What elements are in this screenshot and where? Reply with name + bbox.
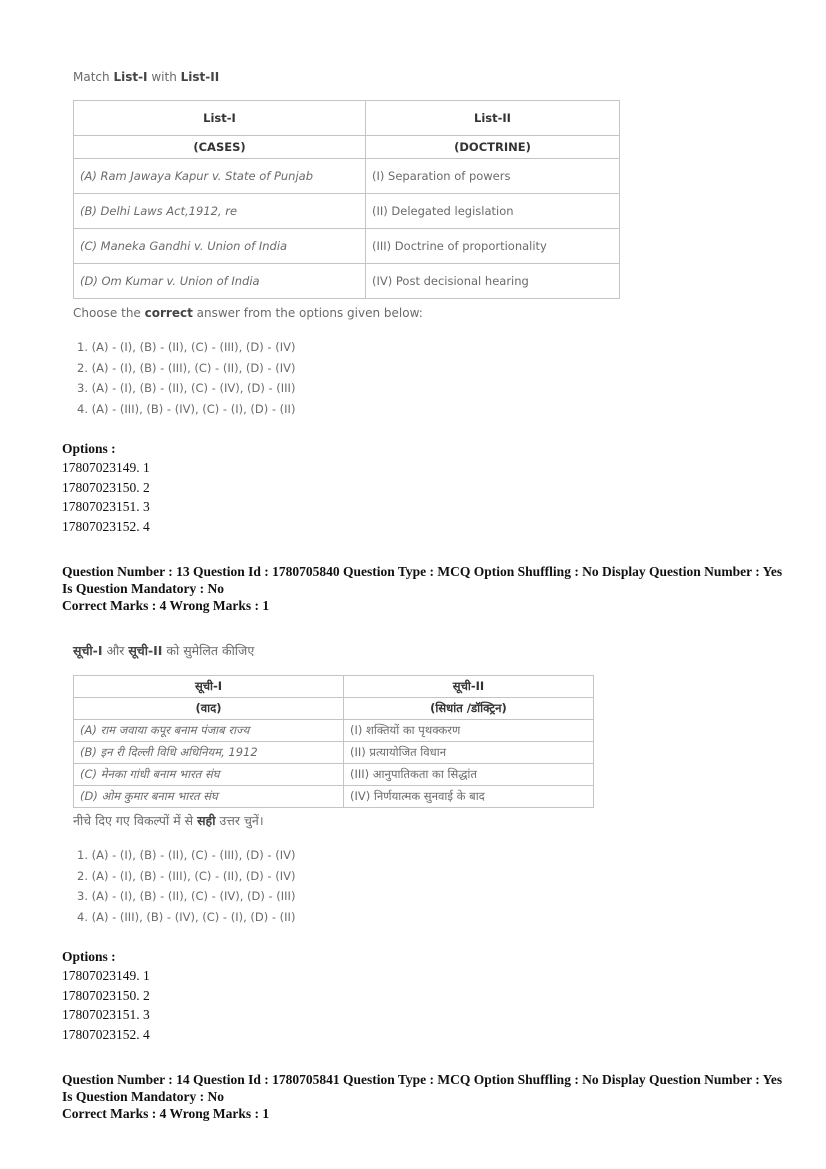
q12-col2-head: List-II — [366, 101, 620, 136]
q13-meta-line3: Correct Marks : 4 Wrong Marks : 1 — [62, 598, 270, 613]
table-row — [74, 264, 620, 299]
q13-case-a: (A) राम जवाया कपूर बनाम पंजाब राज्य — [74, 720, 344, 742]
q13-doctrine-i: (I) शक्तियों का पृथक्करण — [344, 720, 594, 742]
q13-match-table — [73, 675, 594, 808]
q12-doctrine-iv: (IV) Post decisional hearing — [366, 264, 620, 299]
q13-meta-line1: Question Number : 13 Question Id : 1780705840 Question Type : MCQ Option Shuffling : No Display Question Number : Yes — [62, 564, 783, 579]
q13-col2-head: सूची-II — [344, 676, 594, 698]
option-item: 17807023151. 3 — [62, 499, 150, 514]
q12-case-b: (B) Delhi Laws Act,1912, re — [74, 194, 366, 229]
answer-option: 4. (A) - (III), (B) - (IV), (C) - (I), (D) - (II) — [77, 909, 296, 924]
q13-col1-subhead: (वाद) — [74, 698, 344, 720]
answer-option: 4. (A) - (III), (B) - (IV), (C) - (I), (D) - (II) — [77, 401, 296, 416]
q13-col1-head: सूची-I — [74, 676, 344, 698]
q12-match-table — [73, 100, 620, 299]
table-row — [74, 229, 620, 264]
table-row — [74, 159, 620, 194]
q14-meta-line3: Correct Marks : 4 Wrong Marks : 1 — [62, 1106, 270, 1121]
q12-col1-head: List-I — [74, 101, 366, 136]
table-row — [74, 764, 594, 786]
q13-case-b: (B) इन री दिल्ली विधि अधिनियम, 1912 — [74, 742, 344, 764]
option-item: 17807023149. 1 — [62, 460, 150, 475]
option-item: 17807023150. 2 — [62, 479, 150, 495]
q12-case-a: (A) Ram Jawaya Kapur v. State of Punjab — [74, 159, 366, 194]
option-item: 17807023152. 4 — [62, 1026, 150, 1042]
q12-choose-text: Choose the correct answer from the options given below: — [73, 306, 423, 320]
q13-choose-text: नीचे दिए गए विकल्पों में से सही उत्तर चुनें। — [73, 813, 264, 828]
q12-col1-subhead: (CASES) — [74, 136, 366, 159]
q13-answer-list — [77, 845, 295, 927]
option-item: 17807023149. 1 — [62, 968, 150, 983]
option-item: 17807023150. 2 — [62, 987, 150, 1003]
q14-metadata — [62, 1071, 782, 1122]
q13-options-label: Options : — [62, 949, 116, 964]
table-row — [74, 742, 594, 764]
answer-option: 1. (A) - (I), (B) - (II), (C) - (III), (D) - (IV) — [77, 848, 296, 862]
q13-doctrine-iii: (III) आनुपातिकता का सिद्धांत — [344, 764, 594, 786]
q13-options-list — [62, 966, 150, 1044]
q12-case-d: (D) Om Kumar v. Union of India — [74, 264, 366, 299]
q13-case-d: (D) ओम कुमार बनाम भारत संघ — [74, 786, 344, 808]
q14-meta-line2: Is Question Mandatory : No — [62, 1089, 225, 1104]
option-item: 17807023152. 4 — [62, 518, 150, 534]
table-row — [74, 720, 594, 742]
answer-option: 2. (A) - (I), (B) - (III), (C) - (II), (D) - (IV) — [77, 360, 296, 375]
answer-option: 2. (A) - (I), (B) - (III), (C) - (II), (D) - (IV) — [77, 868, 296, 883]
answer-option: 1. (A) - (I), (B) - (II), (C) - (III), (D) - (IV) — [77, 340, 296, 354]
answer-option: 3. (A) - (I), (B) - (II), (C) - (IV), (D) - (III) — [77, 381, 296, 395]
q13-case-c: (C) मेनका गांधी बनाम भारत संघ — [74, 764, 344, 786]
answer-option: 3. (A) - (I), (B) - (II), (C) - (IV), (D) - (III) — [77, 889, 296, 903]
q14-meta-line1: Question Number : 14 Question Id : 1780705841 Question Type : MCQ Option Shuffling : No Display Question Number : Yes — [62, 1072, 783, 1087]
q13-doctrine-iv: (IV) निर्णयात्मक सुनवाई के बाद — [344, 786, 594, 808]
q12-doctrine-iii: (III) Doctrine of proportionality — [366, 229, 620, 264]
q13-instruction: सूची-I और सूची-II को सुमेलित कीजिए — [73, 643, 255, 658]
q13-meta-line2: Is Question Mandatory : No — [62, 581, 225, 596]
q13-doctrine-ii: (II) प्रत्यायोजित विधान — [344, 742, 594, 764]
q13-col2-subhead: (सिधांत /डॉक्ट्रिन) — [344, 698, 594, 720]
q12-options-label: Options : — [62, 441, 116, 456]
table-row — [74, 786, 594, 808]
q12-instruction: Match List-I with List-II — [73, 70, 220, 84]
q12-doctrine-i: (I) Separation of powers — [366, 159, 620, 194]
q12-doctrine-ii: (II) Delegated legislation — [366, 194, 620, 229]
q12-options-list — [62, 458, 150, 536]
q12-case-c: (C) Maneka Gandhi v. Union of India — [74, 229, 366, 264]
q12-answer-list — [77, 337, 295, 419]
table-row — [74, 194, 620, 229]
q12-col2-subhead: (DOCTRINE) — [366, 136, 620, 159]
option-item: 17807023151. 3 — [62, 1007, 150, 1022]
q13-metadata — [62, 563, 782, 614]
